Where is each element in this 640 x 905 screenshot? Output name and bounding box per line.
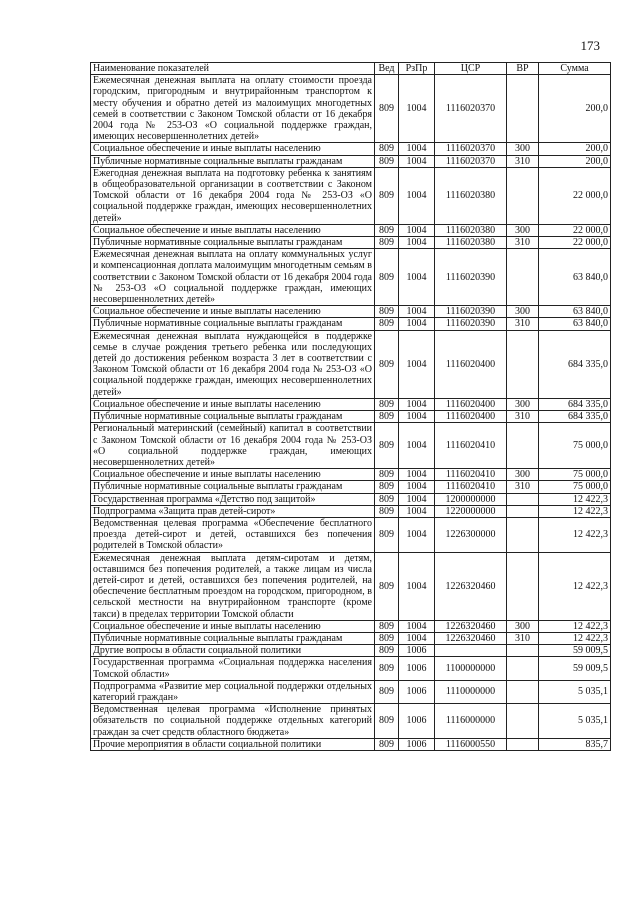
cell-rzpr: 1006 <box>399 738 435 750</box>
cell-rzpr: 1004 <box>399 552 435 620</box>
cell-sum: 75 000,0 <box>539 423 611 469</box>
cell-name: Ежемесячная денежная выплата детям-сиротам и детям, оставшимся без попечения родителей, а также лицам из числа детей-сирот и детей, оставшихся без попечения родителей, на обеспечение бесплатным проездом на городском, пригородном, в сельской местности на внутрирайонном транспорте (кроме такси) в пределах территории Томской области <box>91 552 375 620</box>
cell-vr <box>507 645 539 657</box>
cell-csr: 1116020400 <box>435 398 507 410</box>
cell-rzpr: 1004 <box>399 398 435 410</box>
cell-vr <box>507 75 539 143</box>
cell-sum: 684 335,0 <box>539 398 611 410</box>
table-row <box>91 632 611 644</box>
cell-name: Публичные нормативные социальные выплаты гражданам <box>91 632 375 644</box>
cell-rzpr: 1004 <box>399 249 435 306</box>
header-sum: Сумма <box>539 63 611 75</box>
cell-csr: 1110000000 <box>435 680 507 703</box>
budget-table <box>90 62 611 751</box>
table-row <box>91 411 611 423</box>
cell-csr: 1116020410 <box>435 481 507 493</box>
cell-name: Социальное обеспечение и иные выплаты населению <box>91 620 375 632</box>
cell-name: Публичные нормативные социальные выплаты гражданам <box>91 237 375 249</box>
cell-vr <box>507 249 539 306</box>
cell-ved: 809 <box>375 493 399 505</box>
cell-sum: 12 422,3 <box>539 552 611 620</box>
table-row <box>91 167 611 224</box>
cell-rzpr: 1004 <box>399 411 435 423</box>
table-row <box>91 552 611 620</box>
cell-vr: 310 <box>507 411 539 423</box>
cell-csr: 1116020390 <box>435 306 507 318</box>
table-row <box>91 423 611 469</box>
cell-sum: 12 422,3 <box>539 632 611 644</box>
table-row <box>91 469 611 481</box>
cell-csr: 1116020380 <box>435 237 507 249</box>
cell-name: Государственная программа «Детство под защитой» <box>91 493 375 505</box>
cell-csr <box>435 645 507 657</box>
cell-csr: 1226320460 <box>435 620 507 632</box>
cell-name: Ежемесячная денежная выплата на оплату коммунальных услуг и компенсационная доплата малоимущим многодетным семьям в соответствии с Законом Томской области от 16 декабря 2004 года № 253-ОЗ «О социальной поддержке граждан, имеющих несовершеннолетних детей» <box>91 249 375 306</box>
cell-vr: 310 <box>507 632 539 644</box>
cell-vr: 300 <box>507 224 539 236</box>
cell-ved: 809 <box>375 398 399 410</box>
cell-vr: 300 <box>507 398 539 410</box>
table-row <box>91 318 611 330</box>
table-row <box>91 481 611 493</box>
table-row <box>91 330 611 398</box>
table-row <box>91 738 611 750</box>
cell-sum: 22 000,0 <box>539 237 611 249</box>
cell-ved: 809 <box>375 469 399 481</box>
cell-sum: 5 035,1 <box>539 680 611 703</box>
cell-rzpr: 1004 <box>399 318 435 330</box>
cell-rzpr: 1004 <box>399 493 435 505</box>
cell-sum: 75 000,0 <box>539 469 611 481</box>
cell-vr <box>507 423 539 469</box>
header-rzpr: РзПр <box>399 63 435 75</box>
cell-ved: 809 <box>375 517 399 552</box>
cell-name: Социальное обеспечение и иные выплаты населению <box>91 306 375 318</box>
cell-rzpr: 1006 <box>399 645 435 657</box>
cell-ved: 809 <box>375 704 399 739</box>
cell-ved: 809 <box>375 632 399 644</box>
cell-vr <box>507 493 539 505</box>
cell-vr <box>507 505 539 517</box>
cell-ved: 809 <box>375 75 399 143</box>
cell-csr: 1116020400 <box>435 330 507 398</box>
cell-rzpr: 1004 <box>399 330 435 398</box>
cell-rzpr: 1006 <box>399 680 435 703</box>
cell-name: Ведомственная целевая программа «Исполнение принятых обязательств по социальной поддержке отдельных категорий граждан за счет средств областного бюджета» <box>91 704 375 739</box>
cell-ved: 809 <box>375 657 399 680</box>
cell-ved: 809 <box>375 645 399 657</box>
cell-sum: 59 009,5 <box>539 645 611 657</box>
cell-rzpr: 1004 <box>399 306 435 318</box>
table-row <box>91 680 611 703</box>
table-row <box>91 75 611 143</box>
cell-sum: 835,7 <box>539 738 611 750</box>
cell-sum: 12 422,3 <box>539 620 611 632</box>
cell-name: Подпрограмма «Развитие мер социальной поддержки отдельных категорий граждан» <box>91 680 375 703</box>
cell-rzpr: 1004 <box>399 517 435 552</box>
cell-name: Ежемесячная денежная выплата на оплату стоимости проезда городским, пригородным и внутрирайонным транспортом к месту обучения и обратно детей из малоимущих многодетных семей в соответствии с Законом Томской области от 16 декабря 2004 года № 253-ОЗ «О социальной поддержке граждан, имеющих несовершеннолетних детей» <box>91 75 375 143</box>
cell-vr <box>507 704 539 739</box>
cell-name: Ведомственная целевая программа «Обеспечение бесплатного проезда детей-сирот и детей, оставшихся без попечения родителей в Томской области» <box>91 517 375 552</box>
cell-rzpr: 1004 <box>399 237 435 249</box>
cell-ved: 809 <box>375 167 399 224</box>
cell-rzpr: 1004 <box>399 75 435 143</box>
cell-rzpr: 1004 <box>399 423 435 469</box>
table-row <box>91 505 611 517</box>
cell-csr: 1116020370 <box>435 155 507 167</box>
table-row <box>91 517 611 552</box>
cell-name: Публичные нормативные социальные выплаты гражданам <box>91 411 375 423</box>
cell-sum: 12 422,3 <box>539 517 611 552</box>
cell-rzpr: 1004 <box>399 469 435 481</box>
cell-sum: 684 335,0 <box>539 411 611 423</box>
cell-ved: 809 <box>375 143 399 155</box>
cell-ved: 809 <box>375 423 399 469</box>
cell-sum: 22 000,0 <box>539 224 611 236</box>
cell-rzpr: 1006 <box>399 704 435 739</box>
cell-name: Ежемесячная денежная выплата нуждающейся в поддержке семье в случае рождения третьего ребенка или последующих детей до достижения ребенком возраста 3 лет в соответствии с Законом Томской области от 16 декабря 2004 года № 253-ОЗ «О социальной поддержке граждан, имеющих несовершеннолетних детей» <box>91 330 375 398</box>
table-row <box>91 645 611 657</box>
cell-rzpr: 1004 <box>399 167 435 224</box>
cell-sum: 63 840,0 <box>539 249 611 306</box>
cell-csr: 1116020370 <box>435 75 507 143</box>
header-vr: ВР <box>507 63 539 75</box>
table-body <box>91 75 611 751</box>
cell-name: Прочие мероприятия в области социальной политики <box>91 738 375 750</box>
cell-vr <box>507 657 539 680</box>
cell-csr: 1226300000 <box>435 517 507 552</box>
cell-ved: 809 <box>375 318 399 330</box>
cell-rzpr: 1004 <box>399 620 435 632</box>
cell-ved: 809 <box>375 411 399 423</box>
cell-rzpr: 1006 <box>399 657 435 680</box>
cell-rzpr: 1004 <box>399 481 435 493</box>
cell-name: Публичные нормативные социальные выплаты гражданам <box>91 481 375 493</box>
cell-name: Региональный материнский (семейный) капитал в соответствии с Законом Томской области от 16 декабря 2004 года № 253-ОЗ «О социальной поддержке граждан, имеющих несовершеннолетних детей» <box>91 423 375 469</box>
cell-name: Государственная программа «Социальная поддержка населения Томской области» <box>91 657 375 680</box>
cell-vr <box>507 517 539 552</box>
cell-sum: 200,0 <box>539 75 611 143</box>
cell-ved: 809 <box>375 237 399 249</box>
cell-vr: 300 <box>507 143 539 155</box>
table-row <box>91 306 611 318</box>
cell-rzpr: 1004 <box>399 632 435 644</box>
cell-csr: 1116020380 <box>435 167 507 224</box>
cell-rzpr: 1004 <box>399 143 435 155</box>
table-row <box>91 155 611 167</box>
table-row <box>91 237 611 249</box>
table-row <box>91 657 611 680</box>
cell-csr: 1116020390 <box>435 249 507 306</box>
cell-csr: 1220000000 <box>435 505 507 517</box>
cell-ved: 809 <box>375 481 399 493</box>
cell-vr: 310 <box>507 155 539 167</box>
cell-vr: 300 <box>507 306 539 318</box>
cell-vr <box>507 738 539 750</box>
cell-sum: 200,0 <box>539 143 611 155</box>
header-ved: Вед <box>375 63 399 75</box>
cell-vr: 300 <box>507 620 539 632</box>
cell-csr: 1200000000 <box>435 493 507 505</box>
cell-ved: 809 <box>375 552 399 620</box>
cell-rzpr: 1004 <box>399 224 435 236</box>
cell-sum: 12 422,3 <box>539 505 611 517</box>
table-row <box>91 224 611 236</box>
cell-csr: 1116020380 <box>435 224 507 236</box>
cell-csr: 1226320460 <box>435 632 507 644</box>
cell-ved: 809 <box>375 505 399 517</box>
cell-sum: 12 422,3 <box>539 493 611 505</box>
cell-rzpr: 1004 <box>399 505 435 517</box>
cell-name: Социальное обеспечение и иные выплаты населению <box>91 469 375 481</box>
table-row <box>91 143 611 155</box>
cell-vr: 300 <box>507 469 539 481</box>
cell-sum: 59 009,5 <box>539 657 611 680</box>
cell-name: Публичные нормативные социальные выплаты гражданам <box>91 318 375 330</box>
cell-sum: 200,0 <box>539 155 611 167</box>
cell-vr <box>507 680 539 703</box>
table-row <box>91 249 611 306</box>
cell-ved: 809 <box>375 306 399 318</box>
cell-ved: 809 <box>375 620 399 632</box>
cell-csr: 1116020410 <box>435 423 507 469</box>
cell-vr <box>507 330 539 398</box>
table-row <box>91 493 611 505</box>
cell-csr: 1100000000 <box>435 657 507 680</box>
cell-sum: 684 335,0 <box>539 330 611 398</box>
cell-name: Социальное обеспечение и иные выплаты населению <box>91 398 375 410</box>
cell-sum: 63 840,0 <box>539 318 611 330</box>
cell-name: Социальное обеспечение и иные выплаты населению <box>91 224 375 236</box>
cell-name: Публичные нормативные социальные выплаты гражданам <box>91 155 375 167</box>
header-csr: ЦСР <box>435 63 507 75</box>
cell-sum: 75 000,0 <box>539 481 611 493</box>
cell-name: Социальное обеспечение и иные выплаты населению <box>91 143 375 155</box>
cell-csr: 1116000000 <box>435 704 507 739</box>
cell-name: Ежегодная денежная выплата на подготовку ребенка к занятиям в общеобразовательной организации в соответствии с Законом Томской области от 16 декабря 2004 года № 253-ОЗ «О социальной поддержке граждан, имеющих несовершеннолетних детей» <box>91 167 375 224</box>
cell-csr: 1116020410 <box>435 469 507 481</box>
cell-vr: 310 <box>507 481 539 493</box>
cell-name: Подпрограмма «Защита прав детей-сирот» <box>91 505 375 517</box>
cell-ved: 809 <box>375 224 399 236</box>
cell-csr: 1116020390 <box>435 318 507 330</box>
page-number: 173 <box>580 38 600 53</box>
cell-csr: 1226320460 <box>435 552 507 620</box>
header-name: Наименование показателей <box>91 63 375 75</box>
cell-vr <box>507 167 539 224</box>
cell-csr: 1116000550 <box>435 738 507 750</box>
cell-sum: 22 000,0 <box>539 167 611 224</box>
cell-ved: 809 <box>375 680 399 703</box>
cell-vr <box>507 552 539 620</box>
table-header-row <box>91 63 611 75</box>
table-row <box>91 620 611 632</box>
cell-csr: 1116020370 <box>435 143 507 155</box>
cell-ved: 809 <box>375 330 399 398</box>
cell-ved: 809 <box>375 738 399 750</box>
cell-sum: 5 035,1 <box>539 704 611 739</box>
table-row <box>91 704 611 739</box>
cell-csr: 1116020400 <box>435 411 507 423</box>
cell-ved: 809 <box>375 155 399 167</box>
cell-rzpr: 1004 <box>399 155 435 167</box>
table-row <box>91 398 611 410</box>
cell-vr: 310 <box>507 318 539 330</box>
cell-vr: 310 <box>507 237 539 249</box>
cell-name: Другие вопросы в области социальной политики <box>91 645 375 657</box>
cell-ved: 809 <box>375 249 399 306</box>
cell-sum: 63 840,0 <box>539 306 611 318</box>
